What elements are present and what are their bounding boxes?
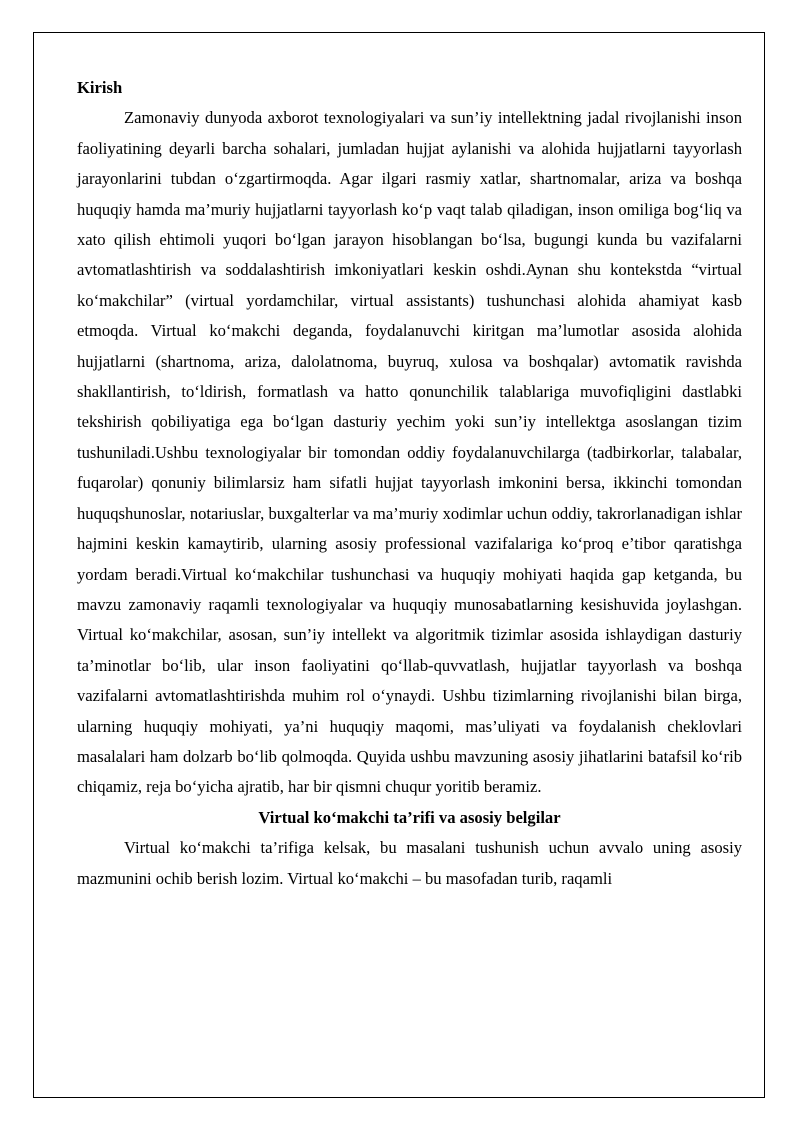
section-paragraph: Virtual ko‘makchi ta’rifiga kelsak, bu masalani tushunish uchun avvalo uning asosiy mazmunini ochib berish lozim. Virtual ko‘makchi – bu masofadan turib, raqamli — [77, 838, 742, 888]
intro-paragraph: Zamonaviy dunyoda axborot texnologiyalari va sun’iy intellektning jadal rivojlanishi inson faoliyatining deyarli barcha sohalari, jumladan hujjat aylanishi va alohida hujjatlarni tayyorlash jarayonlarini tubdan o‘zgartirmoqda. Agar ilgari rasmiy xatlar, shartnomalar, ariza va boshqa huquqiy hamda ma’muriy hujjatlarni tayyorlash ko‘p vaqt talab qiladigan, inson omiliga bog‘liq va xato qilish ehtimoli yuqori bo‘lgan jarayon hisoblangan bo‘lsa, bugungi kunda bu vazifalarni avtomatlashtirish va soddalashtirish imkoniyatlari keskin oshdi.Aynan shu kontekstda “virtual ko‘makchilar” (virtual yordamchilar, virtual assistants) tushunchasi alohida ahamiyat kasb etmoqda. Virtual ko‘makchi deganda, foydalanuvchi kiritgan ma’lumotlar asosida alohida hujjatlarni (shartnoma, ariza, dalolatnoma, buyruq, xulosa va boshqalar) avtomatik ravishda shakllantirish, to‘ldirish, formatlash va hatto qonunchilik talablariga muvofiqligini dastlabki tekshirish qobiliyatiga ega bo‘lgan dasturiy yechim yoki sun’iy intellektga asoslangan tizim tushuniladi.Ushbu texnologiyalar bir tomondan oddiy foydalanuvchilarga (tadbirkorlar, talabalar, fuqarolar) qonuniy bilimlarsiz ham sifatli hujjat tayyorlash imkonini bersa, ikkinchi tomondan huquqshunoslar, notariuslar, buxgalterlar va ma’muriy xodimlar uchun oddiy, takrorlanadigan ishlar hajmini keskin kamaytirib, ularning asosiy professional vazifalariga ko‘proq e’tibor qaratishga yordam beradi.Virtual ko‘makchilar tushunchasi va huquqiy mohiyati haqida gap ketganda, bu mavzu zamonaviy raqamli texnologiyalar va huquqiy munosabatlarning kesishuvida joylashgan. Virtual ko‘makchilar, asosan, sun’iy intellekt va algoritmik tizimlar asosida ishlaydigan dasturiy ta’minotlar bo‘lib, ular inson faoliyatini qo‘llab-quvvatlash, hujjatlar tayyorlash va boshqa vazifalarni avtomatlashtirishda muhim rol o‘ynaydi. Ushbu tizimlarning rivojlanishi bilan birga, ularning huquqiy mohiyati, ya’ni huquqiy maqomi, mas’uliyati va foydalanish cheklovlari masalalari ham dolzarb bo‘lib qolmoqda. Quyida ushbu mavzuning asosiy jihatlarini batafsil ko‘rib chiqamiz, reja bo‘yicha ajratib, har bir qismni chuqur yoritib beramiz. — [77, 108, 742, 797]
section-heading: Virtual ko‘makchi ta’rifi va asosiy belgilar — [258, 807, 561, 827]
document-body — [77, 73, 742, 894]
intro-heading: Kirish — [77, 78, 123, 97]
